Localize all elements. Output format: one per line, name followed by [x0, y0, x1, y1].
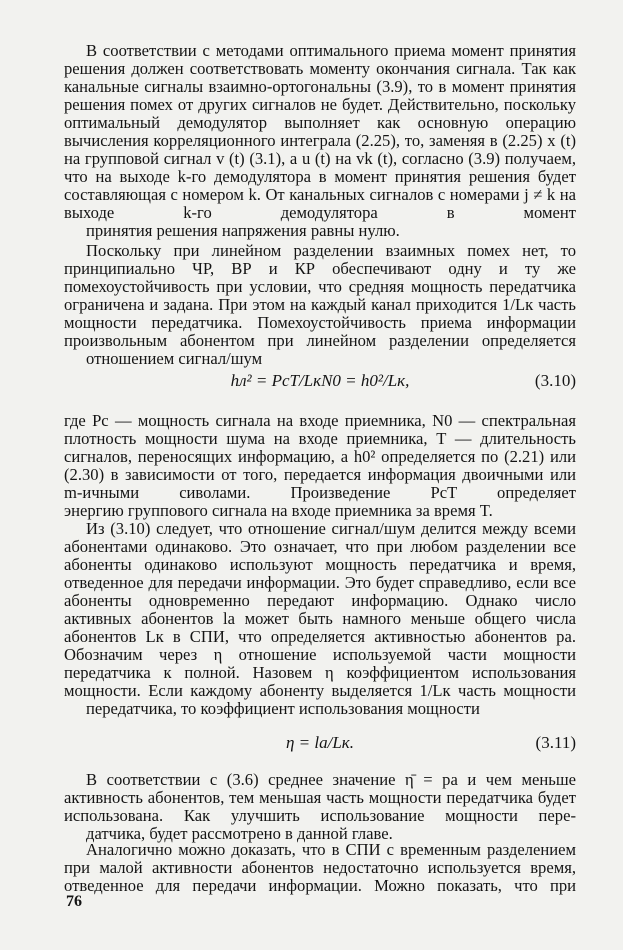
equation-3-10	[64, 370, 576, 392]
equation-formula: η = la/Lк.	[285, 733, 354, 752]
paragraph-body: В соответствии с методами оптимального приема момент принятия решения должен соответствовать моменту окончания сигнала. Так как канальные сигналы взаимно-ортогональны (3.9), то в момент принятия решения помех от других сигналов не будет. Действительно, поскольку оптимальный демодулятор выполняет как основную операцию вычисления корреляционного интеграла (2.25), то, заменяя в (2.25) x (t) на групповой сигнал v (t) (3.1), а u (t) на vk (t), согласно (3.9) получаем, что на выходе k-го демодулятора в момент принятия решения будет составляющая с номером k. От канальных сигналов с номерами j ≠ k на выходе k-го демодулятора в момент	[64, 41, 576, 223]
paragraph-3	[64, 412, 576, 520]
paragraph-body: В соответствии с (3.6) среднее значение η̄ = pa и чем меньше активность абонентов, тем меньшая часть мощности передатчика будет использована. Как улучшить использование мощности пере-	[64, 770, 576, 826]
paragraph-last-line: энергию группового сигнала на входе приемника за время T.	[64, 501, 493, 521]
paragraph-last-line: датчика, будет рассмотрено в данной главе.	[86, 824, 393, 844]
paragraph-2	[64, 242, 576, 368]
paragraph-body: Аналогично можно доказать, что в СПИ с временным разделением при малой активности абонентов недостаточно используется время, отведенное для передачи информации. Можно показать, что при	[64, 840, 576, 896]
paragraph-5	[64, 771, 576, 843]
equation-number: (3.10)	[534, 371, 576, 390]
paragraph-last-line: принятия решения напряжения равны нулю.	[86, 221, 400, 241]
paragraph-last-line: отношением сигнал/шум	[86, 349, 263, 369]
paragraph-last-line: передатчика, то коэффициент использования мощности	[86, 699, 480, 719]
paragraph-body: где Pc — мощность сигнала на входе приемника, N0 — спектральная плотность мощности шума на входе приемника, T — длительность сигналов, переносящих информацию, а h0² определяется по (2.21) или (2.30) в зависимости от того, передается информация двоичными или m-ичными сиволами. Произведение PcT определяет	[64, 411, 576, 503]
equation-3-11	[64, 732, 576, 754]
equation-formula: hл² = PcT/LкN0 = h0²/Lк,	[230, 371, 410, 390]
paragraph-body: Из (3.10) следует, что отношение сигнал/шум делится между всеми абонентами одинаково. Это означает, что при любом разделении все абоненты одинаково используют мощность передатчика и время, отведенное для передачи информации. Это будет справедливо, если все абоненты одновременно передают информацию. Однако число активных абонентов la может быть намного меньше общего числа абонентов Lк в СПИ, что определяется активностью абонентов pa. Обозначим через η отношение используемой части мощности передатчика к полной. Назовем η коэффициентом использования мощности. Если каждому абоненту выделяется 1/Lк часть мощности	[64, 519, 576, 701]
page-number: 76	[66, 893, 82, 910]
paragraph-4	[64, 520, 576, 719]
paragraph-1	[64, 42, 576, 241]
paragraph-body: Поскольку при линейном разделении взаимных помех нет, то принципиально ЧР, ВР и КР обеспечивают одну и ту же помехоустойчивость при условии, что средняя мощность передатчика ограничена и задана. При этом на каждый канал приходится 1/Lк часть мощности передатчика. Помехоустойчивость приема информации произвольным абонентом при линейном разделении определяется	[64, 241, 576, 351]
paragraph-6	[64, 841, 576, 895]
equation-number: (3.11)	[535, 733, 576, 752]
